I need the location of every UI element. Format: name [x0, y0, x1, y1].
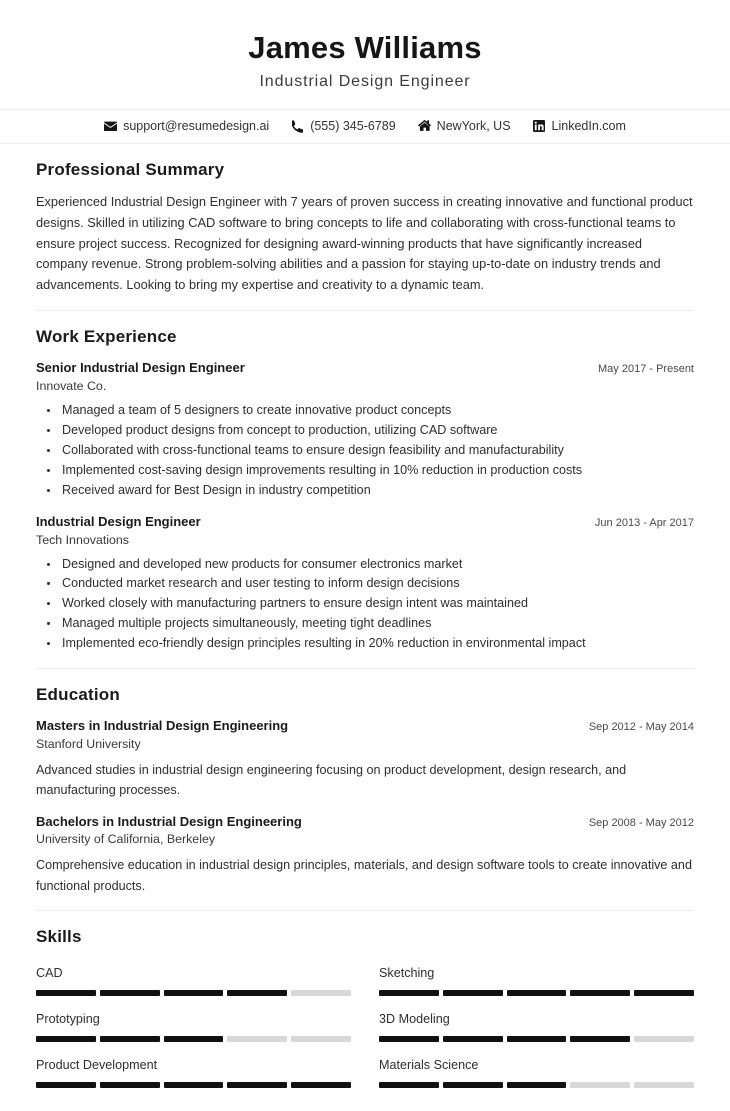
education-entry	[36, 717, 694, 800]
contact-email-text: support@resumedesign.ai	[123, 119, 270, 134]
linkedin-icon	[533, 120, 546, 133]
entry-organization: Innovate Co.	[36, 379, 107, 394]
section-title-summary: Professional Summary	[36, 159, 225, 179]
skill-name: 3D Modeling	[379, 1012, 450, 1027]
skill-level-segment	[443, 990, 503, 996]
experience-list	[36, 359, 694, 654]
contact-email[interactable]	[104, 120, 269, 133]
contact-phone-text: (555) 345-6789	[310, 119, 396, 134]
resume-header	[0, 0, 730, 109]
skill-level-bar	[379, 1036, 694, 1042]
entry-bullet: • Received award for Best Design in industry competition	[60, 481, 694, 501]
entry-date: Jun 2013 - Apr 2017	[594, 516, 694, 529]
entry-role: Masters in Industrial Design Engineering	[36, 718, 289, 734]
entry-bullet: • Implemented eco-friendly design principles resulting in 20% reduction in environmental impact	[60, 634, 694, 654]
entry-bullet: • Managed a team of 5 designers to create innovative product concepts	[60, 401, 694, 421]
skill-level-segment	[507, 990, 567, 996]
experience-entry	[36, 513, 694, 654]
entry-organization: Tech Innovations	[36, 532, 129, 547]
skill-level-bar	[36, 990, 351, 996]
skill-level-segment	[164, 1036, 224, 1042]
skill-level-segment	[443, 1082, 503, 1088]
entry-date: Sep 2008 - May 2012	[588, 816, 694, 829]
entry-description: Advanced studies in industrial design engineering focusing on product development, design research, and manufacturing processes.	[36, 763, 627, 798]
skill-level-bar	[379, 990, 694, 996]
skill-name: Product Development	[36, 1057, 158, 1072]
skill-name: Sketching	[379, 966, 435, 981]
skill-level-bar	[379, 1082, 694, 1088]
entry-bullet: • Designed and developed new products for consumer electronics market	[60, 555, 694, 575]
skill-item	[379, 1005, 694, 1051]
section-work-experience	[0, 311, 730, 669]
skill-name: CAD	[36, 966, 63, 981]
entry-bullet: • Managed multiple projects simultaneously, meeting tight deadlines	[60, 614, 694, 634]
skill-level-segment	[379, 990, 439, 996]
skill-level-segment	[570, 1036, 630, 1042]
entry-role: Bachelors in Industrial Design Engineering	[36, 813, 302, 829]
entry-header	[36, 813, 694, 832]
skill-level-segment	[379, 1082, 439, 1088]
entry-description: Comprehensive education in industrial design principles, materials, and design software tools to create innovative and functional products.	[36, 858, 692, 893]
skill-level-segment	[507, 1082, 567, 1088]
skill-level-segment	[227, 1036, 287, 1042]
home-icon	[418, 120, 431, 133]
summary-text: Experienced Industrial Design Engineer with 7 years of proven success in creating innovative and functional product designs. Skilled in utilizing CAD software to bring concepts to life and collaborating with cross-functional teams to ensure project success. Recognized for designing award-winning products that have significantly increased company revenue. Strong problem-solving abilities and a passion for staying up-to-date on industry trends and advancements. Looking to bring my expertise and creativity to a dynamic team.	[36, 194, 693, 293]
entry-bullet: • Collaborated with cross-functional teams to ensure design feasibility and manufacturability	[60, 441, 694, 461]
skill-level-segment	[36, 1082, 96, 1088]
phone-icon	[291, 120, 304, 133]
skill-item	[36, 1005, 351, 1051]
experience-entry	[36, 359, 694, 500]
skill-level-segment	[164, 1082, 224, 1088]
skill-item	[379, 959, 694, 1005]
contact-linkedin[interactable]	[533, 120, 626, 133]
entry-date: Sep 2012 - May 2014	[588, 721, 694, 734]
skill-level-segment	[100, 990, 160, 996]
section-professional-summary	[0, 144, 730, 311]
skill-level-segment	[507, 1036, 567, 1042]
entry-role: Senior Industrial Design Engineer	[36, 360, 245, 376]
entry-bullet-list	[36, 401, 694, 500]
section-title-skills: Skills	[36, 926, 82, 946]
entry-organization: University of California, Berkeley	[36, 832, 216, 847]
entry-header	[36, 717, 694, 736]
entry-bullet: • Implemented cost-saving design improvements resulting in 10% reduction in production costs	[60, 461, 694, 481]
skills-grid	[36, 959, 694, 1097]
skill-level-segment	[570, 1082, 630, 1088]
skill-level-segment	[443, 1036, 503, 1042]
envelope-icon	[104, 120, 117, 133]
education-list	[36, 717, 694, 895]
skill-level-segment	[100, 1036, 160, 1042]
skill-level-segment	[100, 1082, 160, 1088]
skill-level-segment	[379, 1036, 439, 1042]
skill-level-segment	[227, 990, 287, 996]
skill-level-segment	[291, 990, 351, 996]
section-title-education: Education	[36, 684, 120, 704]
candidate-job-title: Industrial Design Engineer	[259, 72, 471, 90]
contact-location[interactable]	[418, 120, 511, 133]
entry-bullet: • Conducted market research and user testing to inform design decisions	[60, 574, 694, 594]
entry-header	[36, 513, 694, 532]
contact-bar	[0, 109, 730, 144]
contact-phone[interactable]	[291, 120, 395, 133]
skill-level-segment	[164, 990, 224, 996]
skill-level-bar	[36, 1082, 351, 1088]
skill-name: Prototyping	[36, 1012, 100, 1027]
entry-role: Industrial Design Engineer	[36, 513, 201, 529]
section-title-experience: Work Experience	[36, 326, 177, 346]
skill-level-segment	[227, 1082, 287, 1088]
entry-bullet-list	[36, 555, 694, 654]
candidate-name: James Williams	[248, 30, 482, 65]
skill-level-bar	[36, 1036, 351, 1042]
section-skills	[0, 911, 730, 1111]
entry-organization: Stanford University	[36, 737, 141, 752]
skill-item	[36, 959, 351, 1005]
contact-linkedin-text: LinkedIn.com	[551, 119, 626, 134]
entry-header	[36, 359, 694, 378]
skill-item	[36, 1051, 351, 1097]
skill-level-segment	[570, 990, 630, 996]
entry-date: May 2017 - Present	[598, 363, 694, 376]
skill-level-segment	[634, 990, 694, 996]
skill-level-segment	[634, 1036, 694, 1042]
entry-bullet: • Developed product designs from concept to production, utilizing CAD software	[60, 421, 694, 441]
skill-item	[379, 1051, 694, 1097]
skill-level-segment	[634, 1082, 694, 1088]
skill-level-segment	[36, 1036, 96, 1042]
skill-level-segment	[36, 990, 96, 996]
education-entry	[36, 813, 694, 896]
skill-level-segment	[291, 1036, 351, 1042]
contact-location-text: NewYork, US	[436, 119, 511, 134]
skill-level-segment	[291, 1082, 351, 1088]
section-education	[0, 669, 730, 911]
skill-name: Materials Science	[379, 1057, 479, 1072]
entry-bullet: • Worked closely with manufacturing partners to ensure design intent was maintained	[60, 594, 694, 614]
